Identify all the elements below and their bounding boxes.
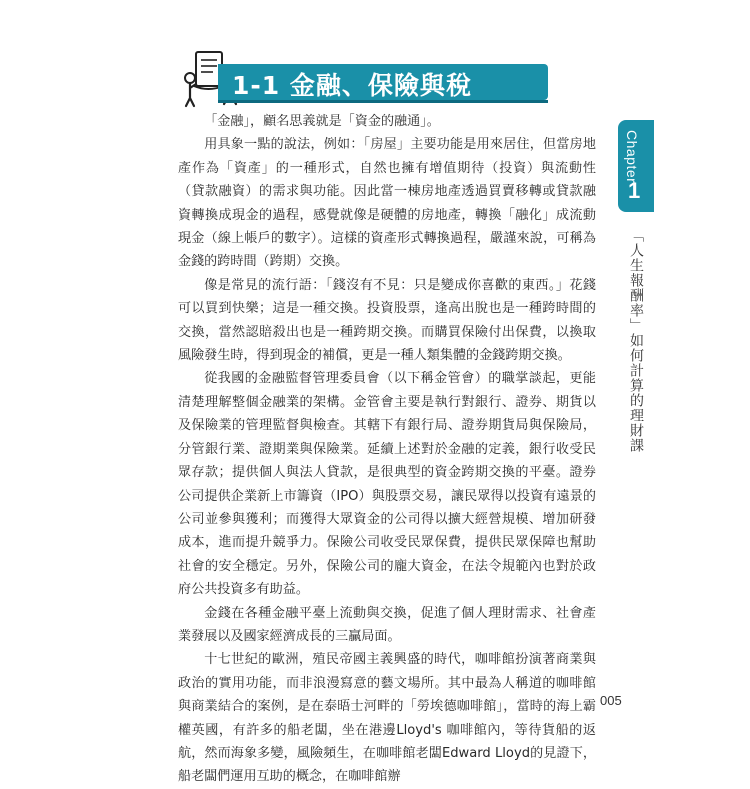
page-number: 005 bbox=[600, 693, 622, 708]
paragraph: 「金融」，顧名思義就是「資金的融通」。 bbox=[204, 114, 440, 129]
paragraph: 從我國的金融監督管理委員會（以下稱金管會）的職掌談起，更能清楚理解整個金融業的架構。金管會主要是執行對銀行、證券、期貨以及保險業的管理監督與檢查。其轄下有銀行局、證券期貨局與保險局，分管銀行業、證期業與保險業。延續上述對於金融的定義，銀行收受民眾存款；提供個人與法人貸款，是很典型的資金跨期交換的平臺。證券公司提供企業新上市籌資（IPO）與股票交易，讓民眾得以投資有遠景的公司並參與獲利；而獲得大眾資金的公司得以擴大經營規模、增加研發成本，進而提升競爭力。保險公司收受民眾保費，提供民眾保障也幫助社會的安全穩定。另外，保險公司的龐大資金，在法令規範內也對於政府公共投資多有助益。 bbox=[178, 371, 596, 598]
chapter-header bbox=[178, 48, 678, 104]
chapter-label: Chapter bbox=[624, 130, 640, 184]
paragraph: 金錢在各種金融平臺上流動與交換，促進了個人理財需求、社會產業發展以及國家經濟成長的三贏局面。 bbox=[178, 605, 596, 644]
paragraph: 用具象一點的說法，例如：「房屋」主要功能是用來居住，但當房地產作為「資產」的一種形式，自然也擁有增值期待（投資）與流動性（貸款融資）的需求與功能。因此當一棟房地產透過買賣移轉或貸款融資轉換成現金的過程，感覺就像是硬體的房地產，轉換「融化」成流動現金（線上帳戶的數字）。這樣的資產形式轉換過程，嚴謹來說，可稱為金錢的跨時間（跨期）交換。 bbox=[178, 137, 596, 270]
page-title: 1-1 金融、保險與稅 bbox=[232, 71, 472, 100]
body-text bbox=[178, 110, 596, 789]
title-banner bbox=[218, 64, 548, 100]
paragraph: 像是常見的流行語：「錢沒有不見：只是變成你喜歡的東西。」花錢可以買到快樂；這是一種交換。投資股票，逢高出脫也是一種跨時間的交換，當然認賠殺出也是一種跨期交換。而購買保險付出保費，以換取風險發生時，得到現金的補償，更是一種人類集體的金錢跨期交換。 bbox=[178, 277, 596, 364]
chapter-tab bbox=[618, 120, 654, 212]
chapter-subtitle: 「人生報酬率」如何計算的理財課 bbox=[628, 228, 644, 453]
chapter-number: 1 bbox=[628, 178, 641, 203]
paragraph: 十七世紀的歐洲，殖民帝國主義興盛的時代，咖啡館扮演著商業與政治的實用功能，而非浪漫寫意的藝文場所。其中最為人稱道的咖啡館與商業結合的案例，是在泰晤士河畔的「勞埃德咖啡館」，當時的海上霸權英國，有許多的船老闆，坐在港邊Lloyd's 咖啡館內，等待貨船的返航，然而海象多變，風險頻生，在咖啡館老闆Edward Lloyd的見證下，船老闆們運用互助的概念，在咖啡館辦 bbox=[178, 652, 596, 785]
